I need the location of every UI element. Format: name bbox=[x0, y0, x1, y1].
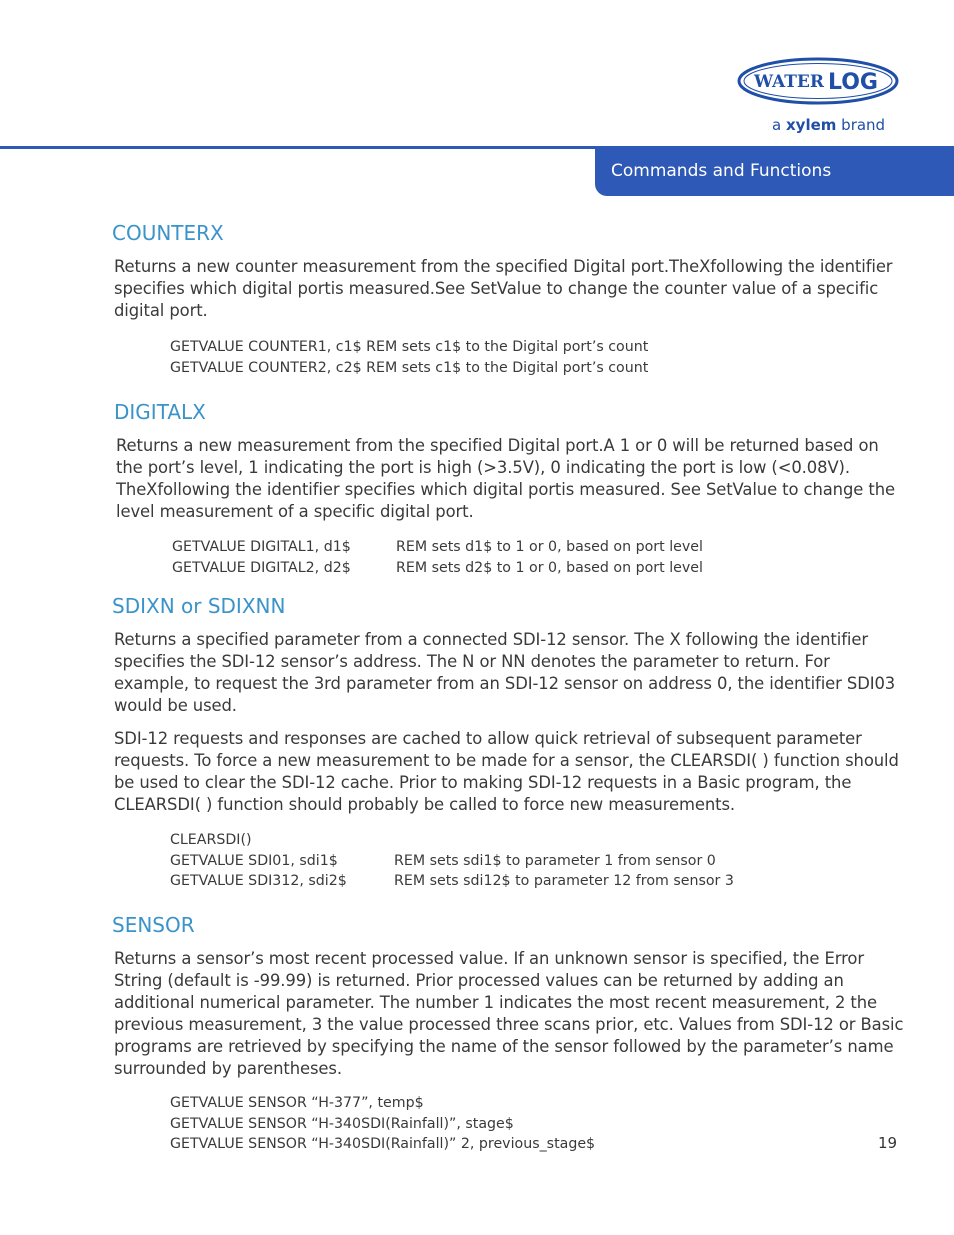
code-line bbox=[170, 337, 648, 358]
code-remark: REM sets d1$ to 1 or 0, based on port level bbox=[396, 539, 703, 555]
code-command: GETVALUE COUNTER2, c2$ REM sets c1$ to the Digital port’s count bbox=[170, 359, 649, 376]
waterlog-logo bbox=[736, 56, 900, 106]
heading-counterx: COUNTERX bbox=[112, 221, 224, 245]
code-command: GETVALUE SDI312, sdi2$ bbox=[170, 873, 347, 889]
code-remark: REM sets d2$ to 1 or 0, based on port level bbox=[396, 559, 703, 576]
code-line bbox=[172, 558, 703, 579]
code-remark: REM sets sdi1$ to parameter 1 from sensor 0 bbox=[394, 852, 716, 869]
code-command: GETVALUE SENSOR “H-340SDI(Rainfall)” 2, previous_stage$ bbox=[170, 1136, 596, 1152]
sensor-body: Returns a sensor’s most recent processed value. If an unknown sensor is specified, the Error String (default is -99.99) is returned. Prior processed values can be returned by adding an additional numerical parameter. The number 1 indicates the most recent measurement, 2 the previous measurement, 3 the value processed three scans prior, etc. Values from SDI-12 or Basic programs are retrieved by specifying the name of the sensor followed by the parameter’s name surrounded by parentheses. bbox=[114, 949, 904, 1078]
counterx-body: Returns a new counter measurement from the specified Digital port.TheXfollowing the identifier specifies which digital portis measured.See SetValue to change the counter value of a specific digital port. bbox=[114, 257, 893, 320]
tagline-brand: xylem bbox=[785, 116, 837, 134]
sensor-code-block bbox=[170, 1093, 595, 1155]
logo-water-text: WATER bbox=[754, 72, 825, 92]
code-line bbox=[170, 871, 734, 892]
waterlog-logo-graphic bbox=[736, 56, 900, 106]
code-line bbox=[170, 358, 648, 379]
code-command: GETVALUE SENSOR “H-340SDI(Rainfall)”, stage$ bbox=[170, 1115, 514, 1132]
code-line bbox=[170, 1093, 595, 1114]
tagline-pre: a bbox=[772, 116, 782, 134]
tagline-post: brand bbox=[841, 116, 886, 134]
sdixn-body-2: SDI-12 requests and responses are cached to allow quick retrieval of subsequent parameter requests. To force a new measurement to be made for a sensor, the CLEARSDI( ) function should be used to clear the SDI-12 cache. Prior to making SDI-12 requests in a Basic program, the CLEARSDI( ) function should probably be called to force new measurements. bbox=[114, 729, 899, 814]
code-line bbox=[170, 830, 734, 851]
digitalx-body: Returns a new measurement from the specified Digital port.A 1 or 0 will be returned based on the port’s level, 1 indicating the port is high (>3.5V), 0 indicating the port is low (<0.08V). TheXfollowing the identifier specifies which digital portis measured. See SetValue to change the level measurement of a specific digital port. bbox=[116, 436, 895, 521]
code-command: GETVALUE DIGITAL2, d2$ bbox=[172, 559, 351, 576]
logo-log-text: LOG bbox=[828, 70, 878, 95]
section-tab: Commands and Functions bbox=[595, 146, 954, 196]
xylem-tagline bbox=[772, 116, 885, 134]
sdixn-body-1: Returns a specified parameter from a connected SDI-12 sensor. The X following the identifier specifies the SDI-12 sensor’s address. The N or NN denotes the parameter to return. For example, to request the 3rd parameter from an SDI-12 sensor on address 0, the identifier SDI03 would be used. bbox=[114, 630, 896, 715]
code-command: GETVALUE SENSOR “H-377”, temp$ bbox=[170, 1095, 424, 1111]
code-line bbox=[170, 1114, 595, 1135]
heading-sensor: SENSOR bbox=[112, 913, 195, 937]
code-line bbox=[170, 1134, 595, 1155]
digitalx-code-block bbox=[172, 537, 703, 578]
counterx-code-block bbox=[170, 337, 648, 378]
heading-sdixn: SDIXN or SDIXNN bbox=[112, 594, 286, 618]
code-command: GETVALUE SDI01, sdi1$ bbox=[170, 852, 338, 869]
sdixn-code-block bbox=[170, 830, 734, 892]
page-number: 19 bbox=[878, 1134, 898, 1152]
code-remark: REM sets sdi12$ to parameter 12 from sensor 3 bbox=[394, 873, 734, 889]
code-command: CLEARSDI() bbox=[170, 832, 252, 848]
heading-digitalx: DIGITALX bbox=[114, 400, 206, 424]
code-command: GETVALUE COUNTER1, c1$ REM sets c1$ to the Digital port’s count bbox=[170, 339, 649, 355]
code-line bbox=[172, 537, 703, 558]
code-line bbox=[170, 851, 734, 872]
code-command: GETVALUE DIGITAL1, d1$ bbox=[172, 539, 351, 555]
